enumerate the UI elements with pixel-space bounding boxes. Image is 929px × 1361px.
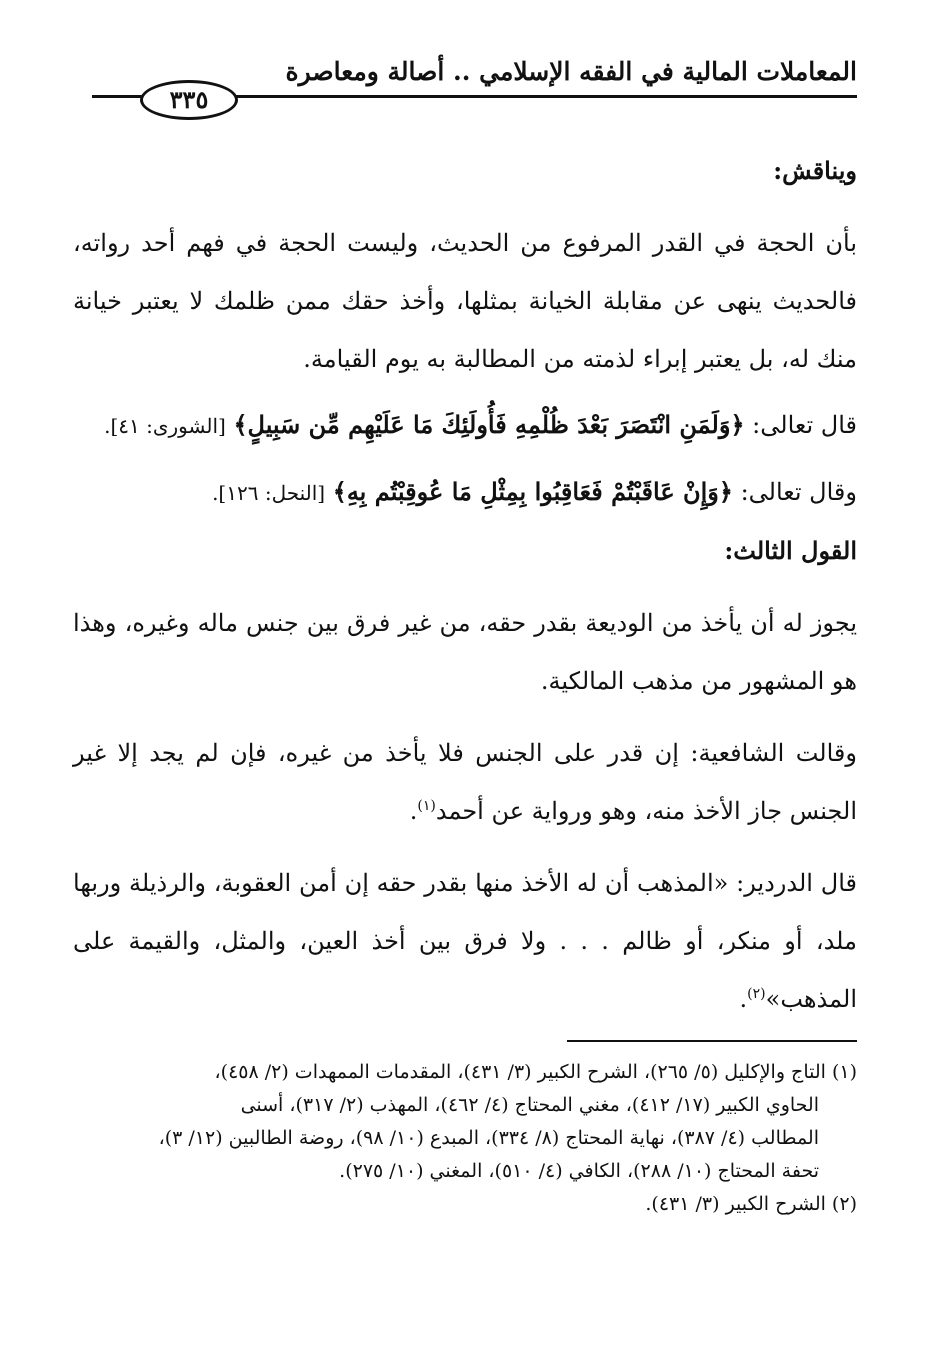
paragraph-end-mark: .: [739, 985, 748, 1013]
quran-verse-text: ﴿وَلَمَنِ انْتَصَرَ بَعْدَ ظُلْمِهِ فَأُولَئِكَ مَا عَلَيْهِم مِّن سَبِيلٍ﴾: [233, 410, 745, 439]
page-number-badge: ٣٣٥: [140, 80, 238, 120]
paragraph-discussion: بأن الحجة في القدر المرفوع من الحديث، وليست الحجة في فهم أحد رواته، فالحديث ينهى عن مقابلة الخيانة بمثلها، وأخذ حقك ممن ظلمك لا يعتبر خيانة منك له، بل يعتبر إبراء لذمته من المطالبة به يوم القيامة.: [73, 229, 857, 373]
footnote-marker-1: (١): [417, 798, 436, 814]
paragraph-end-mark: .: [409, 797, 418, 825]
paragraph-dardir: [73, 854, 857, 1028]
footnote-1-line-4: تحفة المحتاج (١٠/ ٢٨٨)، الكافي (٤/ ٥١٠)، المغني (١٠/ ٢٧٥).: [339, 1160, 819, 1182]
footnote-1-line-3: المطالب (٤/ ٣٨٧)، نهاية المحتاج (٨/ ٣٣٤)، المبدع (١٠/ ٩٨)، روضة الطالبين (١٢/ ٣)،: [158, 1127, 819, 1149]
third-opinion-heading: القول الثالث:: [724, 536, 857, 565]
footnote-1-line-2: الحاوي الكبير (١٧/ ٤١٢)، مغني المحتاج (٤/ ٤٦٢)، المهذب (٢/ ٣١٧)، أسنى: [240, 1094, 819, 1116]
running-header-title: المعاملات المالية في الفقه الإسلامي .. أصالة ومعاصرة: [285, 57, 857, 86]
footnote-2: (٢) الشرح الكبير (٣/ ٤٣١).: [645, 1193, 857, 1215]
paragraph-shafii-text: وقالت الشافعية: إن قدر على الجنس فلا يأخذ من غيره، فإن لم يجد إلا غير الجنس جاز الأخذ منه، وهو ورواية عن أحمد: [73, 739, 857, 825]
verse-intro: قال تعالى:: [752, 411, 857, 439]
footnote-marker-2: (٢): [747, 986, 766, 1002]
footnote-separator: [567, 1040, 857, 1042]
verse-nahl: [73, 463, 857, 522]
footnotes: [73, 1056, 857, 1221]
footnote-1: [73, 1056, 857, 1188]
paragraph-dardir-text: قال الدردير: «المذهب أن له الأخذ منها بقدر حقه إن أمن العقوبة، والرذيلة وربها ملد، أو منكر، أو ظالم . . . ولا فرق بين أخذ العين، والمثل، والقيمة على المذهب»: [73, 869, 857, 1013]
verse-reference: [النحل: ١٢٦].: [212, 481, 326, 505]
paragraph-third-opinion: يجوز له أن يأخذ من الوديعة بقدر حقه، من غير فرق بين جنس ماله وغيره، وهذا هو المشهور من مذهب المالكية.: [73, 609, 857, 695]
paragraph-shafii: [73, 724, 857, 840]
verse-shura: [73, 396, 857, 455]
footnote-1-line-1: (١) التاج والإكليل (٥/ ٢٦٥)، الشرح الكبير (٣/ ٤٣١)، المقدمات الممهدات (٢/ ٤٥٨)،: [214, 1061, 857, 1083]
verse-reference: [الشورى: ٤١].: [104, 414, 226, 438]
discussion-heading: ويناقش:: [773, 156, 857, 185]
verse-intro: وقال تعالى:: [740, 478, 857, 506]
main-text: [73, 142, 857, 1028]
quran-verse-text: ﴿وَإِنْ عَاقَبْتُمْ فَعَاقِبُوا بِمِثْلِ مَا عُوقِبْتُم بِهِ﴾: [332, 477, 733, 506]
